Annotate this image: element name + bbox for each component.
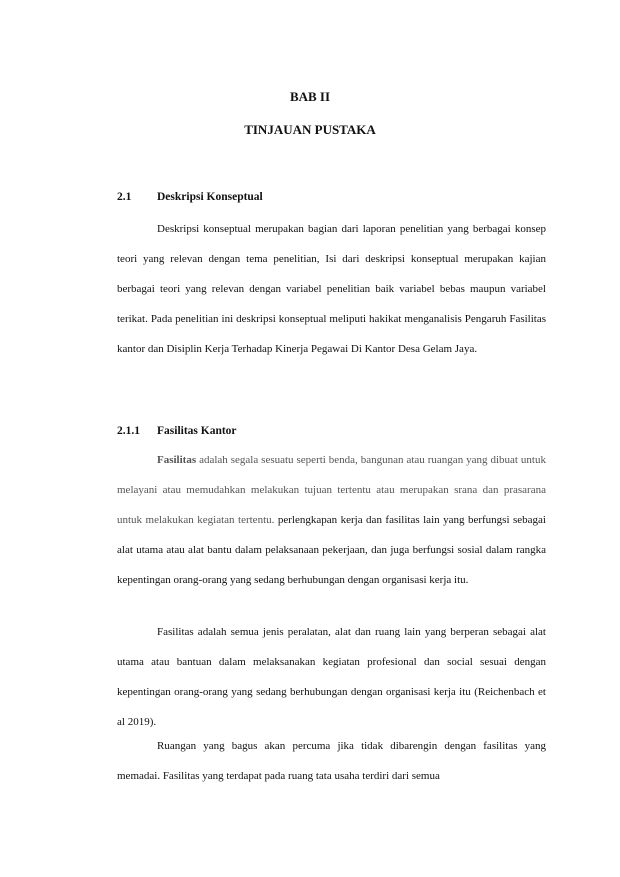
- term-fasilitas: Fasilitas: [157, 454, 197, 466]
- section-number: 2.1: [117, 191, 132, 203]
- section-heading: [117, 188, 263, 206]
- paragraph-deskripsi-konseptual: Deskripsi konseptual merupakan bagian dari laporan penelitian yang berbagai konsep teori yang relevan dengan tema penelitian, Isi dari deskripsi konseptual merupakan kajian berbagai teori yang relevan dengan variabel penelitian baik variabel bebas maupun variabel terikat. Pada penelitian ini deskripsi konseptual meliputi hakikat menganalisis Pengaruh Fasilitas kantor dan Disiplin Kerja Terhadap Kinerja Pegawai Di Kantor Desa Gelam Jaya.: [117, 223, 546, 355]
- paragraph-continuation: perlengkapan kerja dan fasilitas lain yang berfungsi sebagai alat utama atau alat bantu dalam pelaksanaan pekerjaan, dan juga berfungsi sosial dalam rangka kepentingan orang-orang yang sedang berhubungan dengan organisasi kerja itu.: [117, 514, 546, 586]
- subsection-number: 2.1.1: [117, 425, 140, 437]
- paragraph-ruangan: Ruangan yang bagus akan percuma jika tidak dibarengin dengan fasilitas yang memadai. Fasilitas yang terdapat pada ruang tata usaha terdiri dari semua: [117, 740, 546, 782]
- section-title: Deskripsi Konseptual: [157, 191, 263, 203]
- chapter-title: TINJAUAN PUSTAKA: [244, 122, 376, 137]
- definition-text: adalah segala sesuatu seperti benda, bangunan atau ruangan yang dibuat untuk melayani atau memudahkan melakukan tujuan tertentu atau merupakan srana dan prasarana untuk melakukan kegiatan tertentu.: [117, 454, 546, 526]
- chapter-number: BAB II: [289, 89, 331, 104]
- subsection-heading: [117, 422, 237, 440]
- paragraph-fasilitas-definition: [117, 445, 546, 595]
- paragraph-fasilitas-peralatan: Fasilitas adalah semua jenis peralatan, alat dan ruang lain yang berperan sebagai alat utama atau bantuan dalam melaksanakan kegiatan profesional dan social sesuai dengan kepentingan orang-orang yang sedang berhubungan dengan organisasi kerja itu (Reichenbach et al 2019).: [117, 626, 546, 728]
- subsection-title: Fasilitas Kantor: [157, 425, 237, 437]
